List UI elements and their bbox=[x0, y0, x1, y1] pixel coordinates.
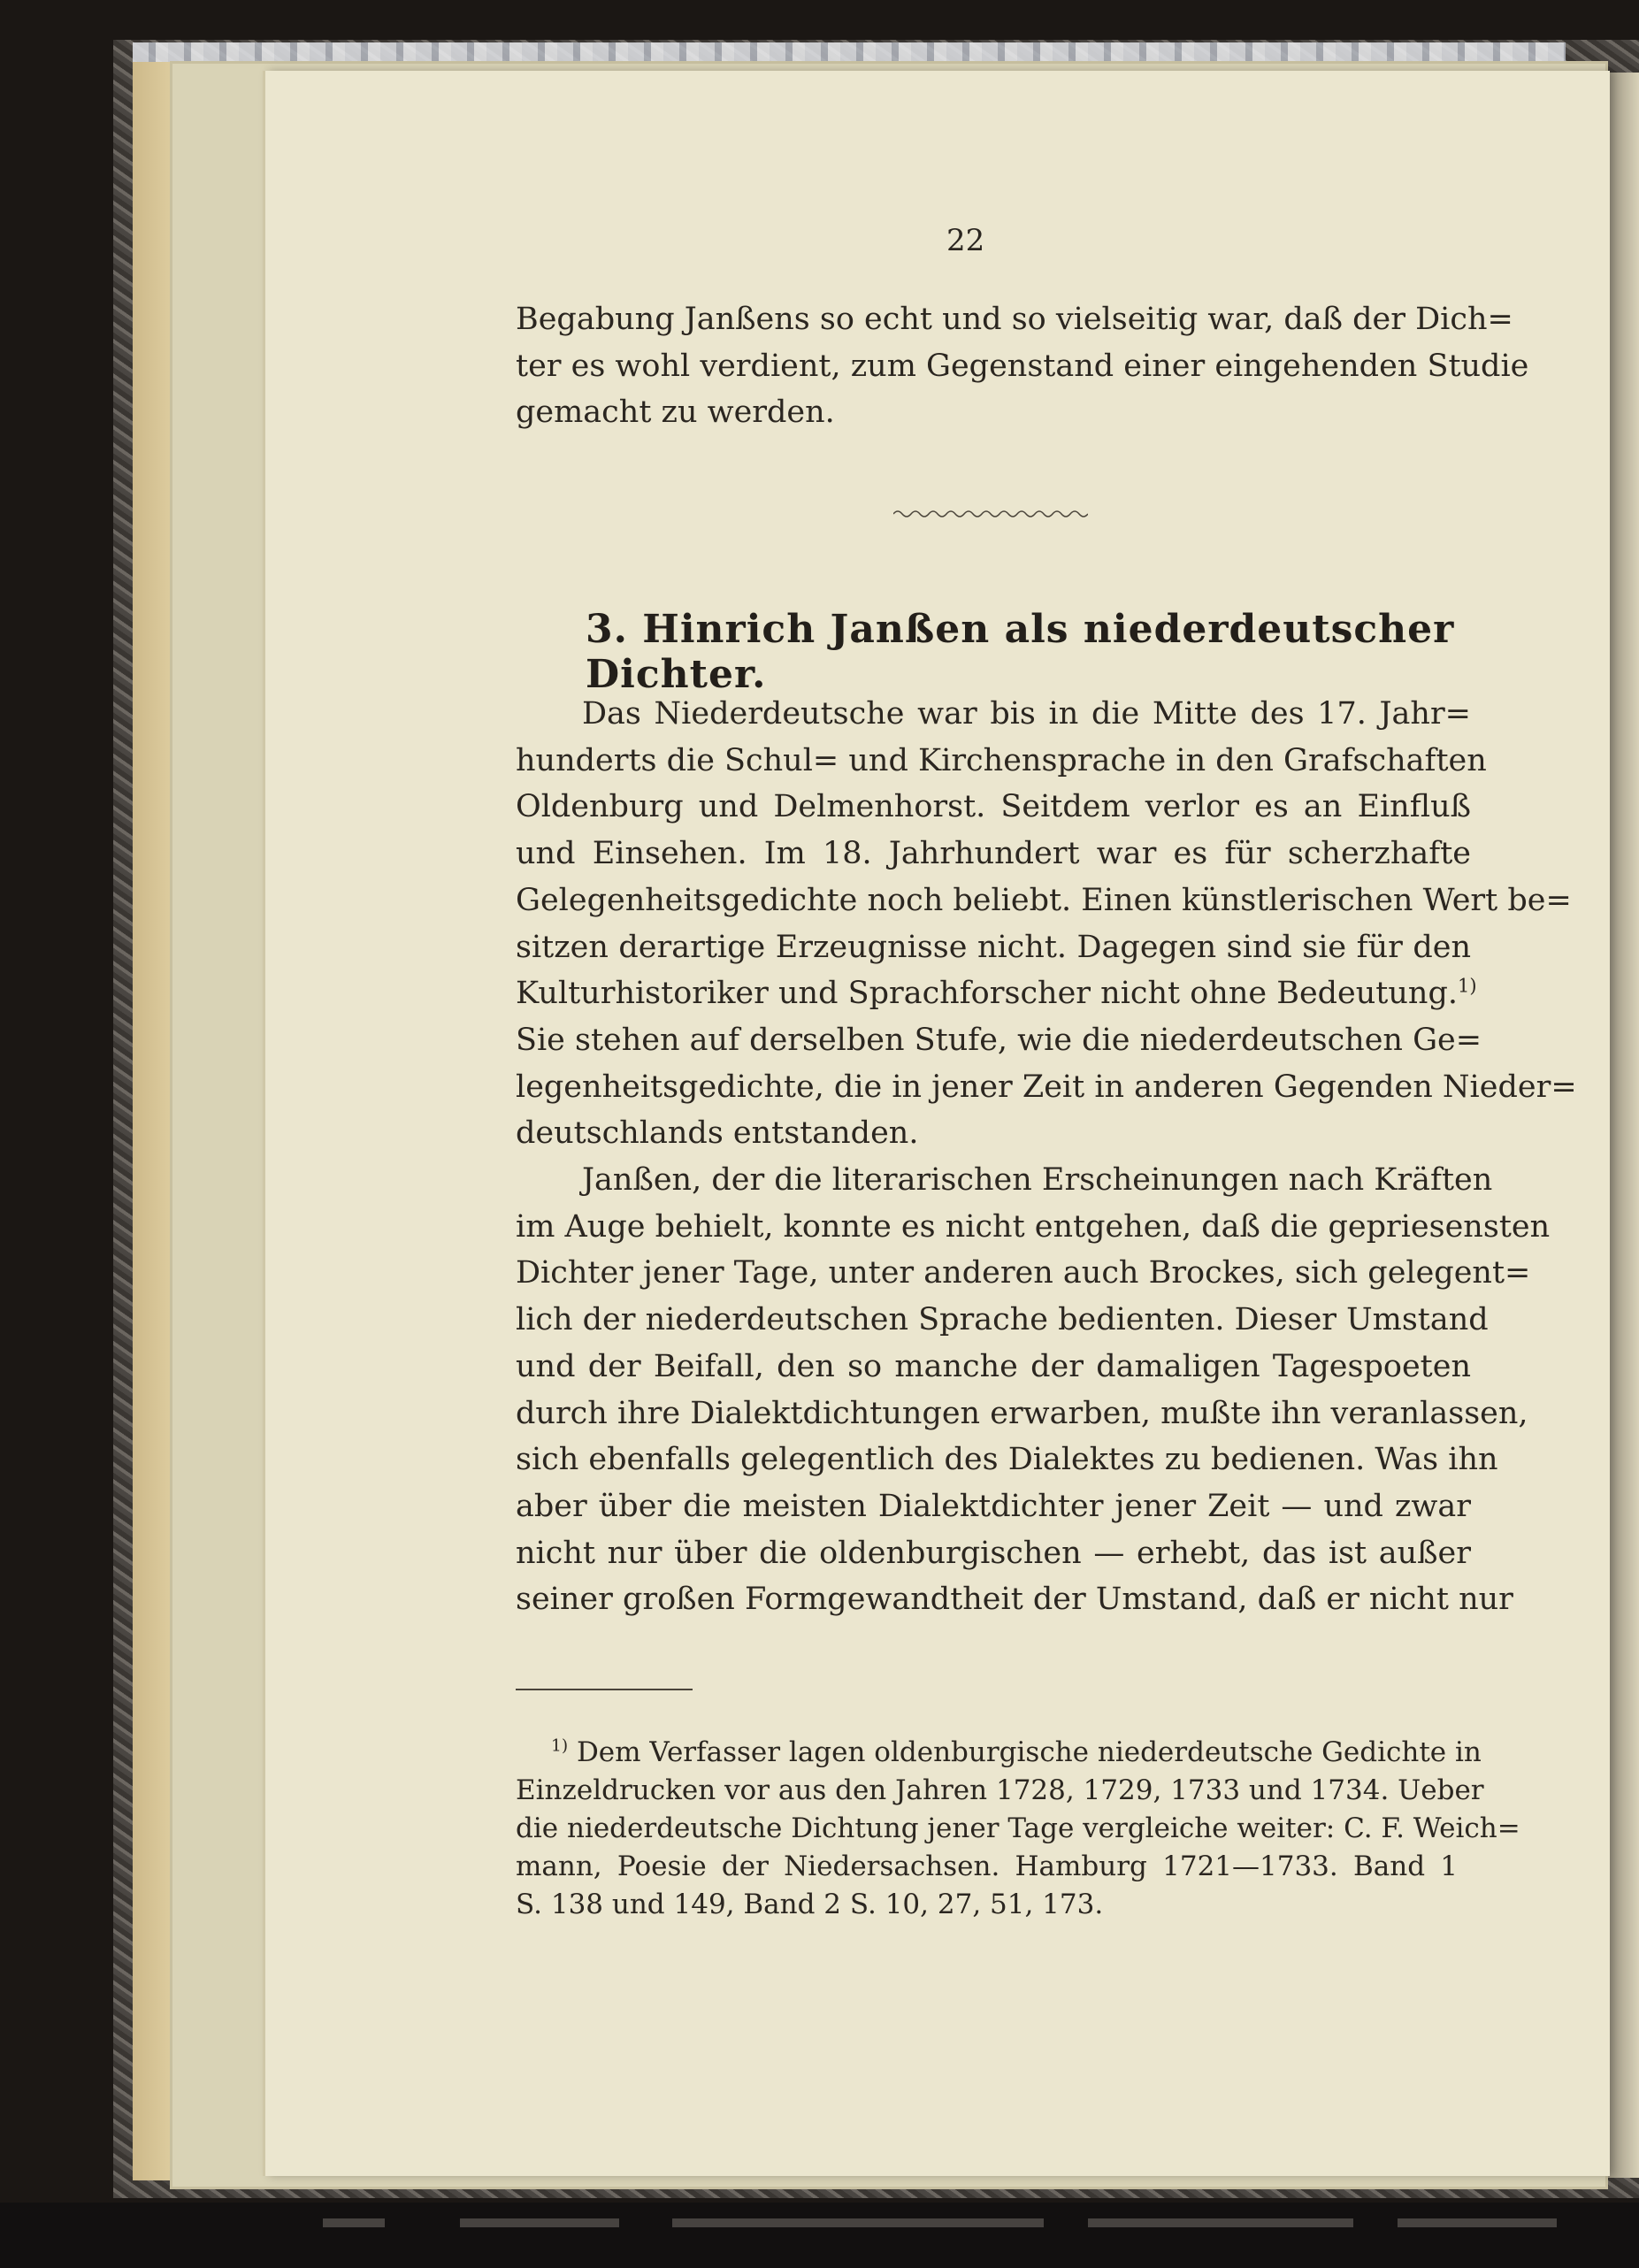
text-line: Dichter jener Tage, unter anderen auch Brockes, sich gelegent= bbox=[516, 1255, 1531, 1291]
text-line: sich ebenfalls gelegentlich des Dialektes zu bedienen. Was ihn bbox=[516, 1442, 1498, 1478]
page-body bbox=[516, 296, 1529, 436]
next-page-edge bbox=[1608, 73, 1639, 2178]
footnote-marker: 1) bbox=[551, 1736, 569, 1756]
text-line-with-footnote bbox=[516, 970, 1477, 1017]
text-line: legenheitsgedichte, die in jener Zeit in anderen Gegenden Nieder= bbox=[516, 1069, 1577, 1105]
footnote-rule bbox=[516, 1689, 693, 1690]
text-line: Janßen, der die literarischen Erscheinungen nach Kräften bbox=[582, 1162, 1493, 1199]
text-line: und der Beifall, den so manche der damaligen Tagespoeten bbox=[516, 1348, 1471, 1384]
text-line: deutschlands entstanden. bbox=[516, 1115, 919, 1152]
text-line: sitzen derartige Erzeugnisse nicht. Dagegen sind sie für den bbox=[516, 929, 1471, 965]
footnote-line bbox=[516, 1734, 1482, 1772]
paragraph-2 bbox=[516, 1157, 1551, 1623]
section-body bbox=[516, 691, 1577, 1623]
text-line: lich der niederdeutschen Sprache bedienten. Dieser Umstand bbox=[516, 1302, 1489, 1338]
text-line: Das Niederdeutsche war bis in die Mitte des 17. Jahr= bbox=[582, 696, 1471, 732]
text-line: nicht nur über die oldenburgischen — erhebt, das ist außer bbox=[516, 1535, 1471, 1571]
wavy-divider bbox=[893, 506, 1088, 522]
text-fragment: Kulturhistoriker und Sprachforscher nicht ohne Bedeutung. bbox=[516, 976, 1458, 1012]
footnote-reference[interactable]: 1) bbox=[1458, 975, 1477, 997]
text-line: aber über die meisten Dialektdichter jener Zeit — und zwar bbox=[516, 1488, 1471, 1524]
footnote-line: die niederdeutsche Dichtung jener Tage vergleiche weiter: C. F. Weich= bbox=[516, 1812, 1520, 1844]
text-line: Sie stehen auf derselben Stufe, wie die niederdeutschen Ge= bbox=[516, 1022, 1482, 1058]
page-number: 22 bbox=[946, 223, 985, 258]
scan-bottom-edge bbox=[0, 2203, 1639, 2268]
text-line: Begabung Janßens so echt und so vielseitig war, daß der Dich= bbox=[516, 302, 1513, 337]
text-line: im Auge behielt, konnte es nicht entgehen, daß die gepriesensten bbox=[516, 1208, 1551, 1245]
footnote-line: mann, Poesie der Niedersachsen. Hamburg 1721—1733. Band 1 bbox=[516, 1850, 1458, 1882]
footnote-line: Einzeldrucken vor aus den Jahren 1728, 1729, 1733 und 1734. Ueber bbox=[516, 1774, 1484, 1806]
text-line: seiner großen Formgewandtheit der Umstand, daß er nicht nur bbox=[516, 1582, 1513, 1618]
footnote bbox=[516, 1734, 1520, 1924]
text-line: Gelegenheitsgedichte noch beliebt. Einen künstlerischen Wert be= bbox=[516, 882, 1572, 918]
paragraph-1 bbox=[516, 691, 1577, 1157]
text-line: und Einsehen. Im 18. Jahrhundert war es für scherzhafte bbox=[516, 836, 1471, 872]
text-line: ter es wohl verdient, zum Gegenstand einer eingehenden Studie bbox=[516, 348, 1529, 384]
text-line: Oldenburg und Delmenhorst. Seitdem verlor es an Einfluß bbox=[516, 789, 1471, 825]
section-heading: 3. Hinrich Janßen als niederdeutscher Dichter. bbox=[586, 607, 1455, 697]
text-line: hunderts die Schul= und Kirchensprache in den Grafschaften bbox=[516, 742, 1487, 778]
footnote-line: S. 138 und 149, Band 2 S. 10, 27, 51, 173. bbox=[516, 1889, 1104, 1920]
text-fragment: Dem Verfasser lagen oldenburgische niederdeutsche Gedichte in bbox=[576, 1736, 1482, 1768]
intro-paragraph bbox=[516, 296, 1529, 436]
text-line: gemacht zu werden. bbox=[516, 395, 835, 431]
text-line: durch ihre Dialektdichtungen erwarben, mußte ihn veranlassen, bbox=[516, 1395, 1528, 1431]
